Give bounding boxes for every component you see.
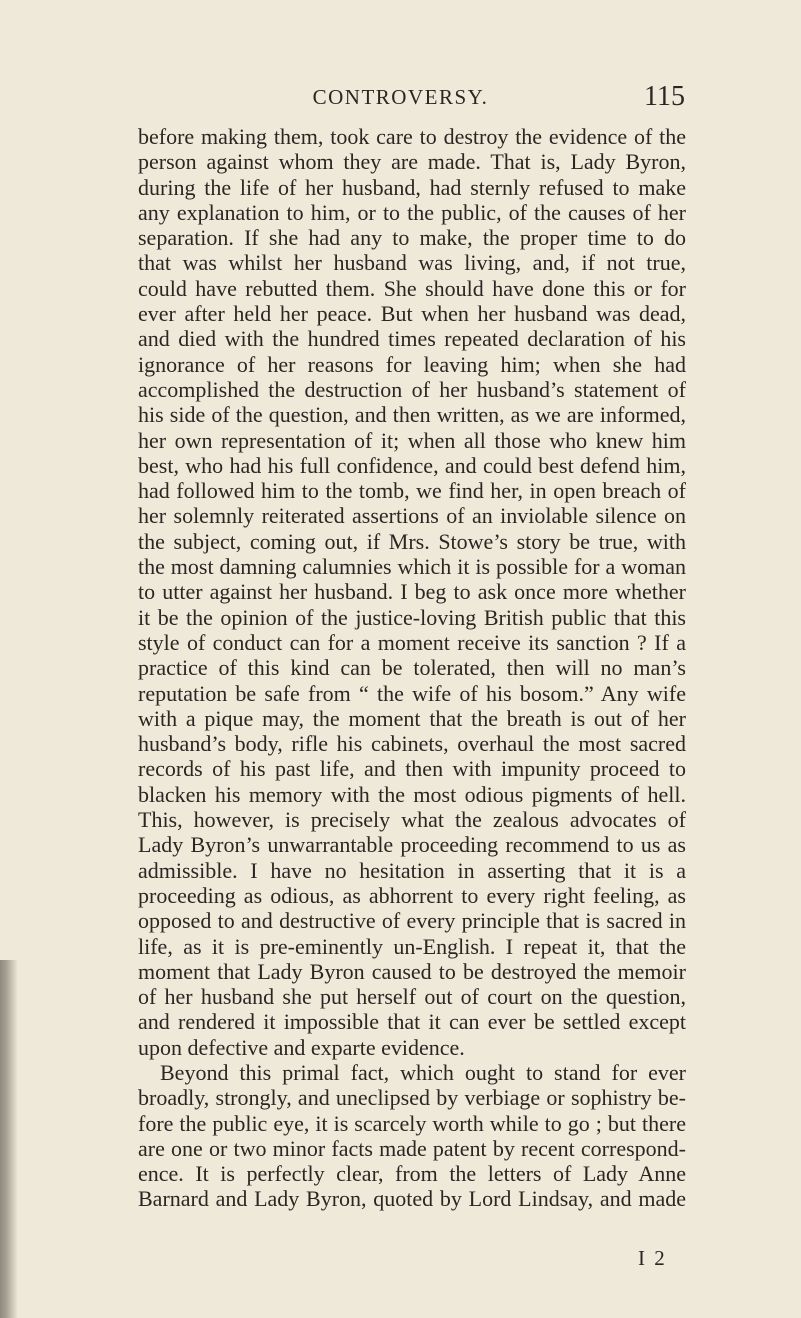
text-line: and rendered it impossible that it can ever be settled except	[138, 1009, 686, 1035]
text-line: life, as it is pre-eminently un-English. I repeat it, that the	[138, 933, 686, 959]
text-line: before making them, took care to destroy the evidence of the	[138, 124, 686, 149]
text-line: his side of the question, and then written, as we are informed,	[138, 402, 686, 428]
text-line: could have rebutted them. She should have done this or for	[138, 275, 686, 301]
text-line: Lady Byron’s unwarrantable proceeding recommend to us as	[138, 832, 686, 858]
text-line: that was whilst her husband was living, and, if not true,	[138, 250, 686, 276]
text-line: to utter against her husband. I beg to ask once more whether	[138, 579, 686, 605]
text-line: it be the opinion of the justice-loving British public that this	[138, 604, 686, 630]
page-header	[0, 82, 801, 112]
text-line: Barnard and Lady Byron, quoted by Lord Lindsay, and made	[138, 1186, 686, 1212]
text-line: the most damning calumnies which it is possible for a woman	[138, 554, 686, 580]
text-line: of her husband she put herself out of court on the question,	[138, 984, 686, 1010]
text-line: proceeding as odious, as abhorrent to every right feeling, as	[138, 882, 686, 908]
text-line: Beyond this primal fact, which ought to stand for ever	[160, 1059, 686, 1085]
text-line: broadly, strongly, and uneclipsed by verbiage or sophistry be-	[138, 1085, 686, 1111]
text-line: husband’s body, rifle his cabinets, overhaul the most sacred	[138, 731, 686, 757]
text-line: and died with the hundred times repeated declaration of his	[138, 326, 686, 352]
text-line: opposed to and destructive of every principle that is sacred in	[138, 908, 686, 934]
text-line: accomplished the destruction of her husband’s statement of	[138, 376, 686, 402]
text-line: person against whom they are made. That is, Lady Byron,	[138, 149, 686, 175]
text-line: blacken his memory with the most odious pigments of hell.	[138, 781, 686, 807]
text-line: are one or two minor facts made patent by recent correspond-	[138, 1135, 686, 1161]
text-line: moment that Lady Byron caused to be destroyed the memoir	[138, 958, 686, 984]
text-line: separation. If she had any to make, the proper time to do	[138, 225, 686, 251]
body-text	[138, 124, 686, 1212]
text-line: This, however, is precisely what the zealous advocates of	[138, 807, 686, 833]
text-line: her solemnly reiterated assertions of an inviolable silence on	[138, 503, 686, 529]
page-binding-shadow	[0, 960, 18, 1318]
text-line: ever after held her peace. But when her husband was dead,	[138, 301, 686, 327]
text-line: records of his past life, and then with impunity proceed to	[138, 756, 686, 782]
text-line: had followed him to the tomb, we find her, in open breach of	[138, 478, 686, 504]
text-line: the subject, coming out, if Mrs. Stowe’s story be true, with	[138, 528, 686, 554]
page-number: 115	[644, 81, 685, 112]
text-line: style of conduct can for a moment receive its sanction ? If a	[138, 629, 686, 655]
text-line: during the life of her husband, had sternly refused to make	[138, 174, 686, 200]
text-line: with a pique may, the moment that the breath is out of her	[138, 705, 686, 731]
text-line: upon defective and exparte evidence.	[138, 1034, 465, 1060]
text-line: any explanation to him, or to the public, of the causes of her	[138, 199, 686, 225]
text-line: fore the public eye, it is scarcely worth while to go ; but there	[138, 1110, 686, 1136]
text-line: admissible. I have no hesitation in asserting that it is a	[138, 857, 686, 883]
text-line: practice of this kind can be tolerated, then will no man’s	[138, 655, 686, 681]
text-line: ignorance of her reasons for leaving him; when she had	[138, 351, 686, 377]
text-line: reputation be safe from “ the wife of his bosom.” Any wife	[138, 680, 686, 706]
signature-mark: I 2	[638, 1246, 667, 1270]
text-line: best, who had his full confidence, and could best defend him,	[138, 452, 686, 478]
text-line: her own representation of it; when all those who knew him	[138, 427, 686, 453]
text-line: ence. It is perfectly clear, from the letters of Lady Anne	[138, 1161, 686, 1187]
running-head: CONTROVERSY.	[312, 85, 489, 109]
